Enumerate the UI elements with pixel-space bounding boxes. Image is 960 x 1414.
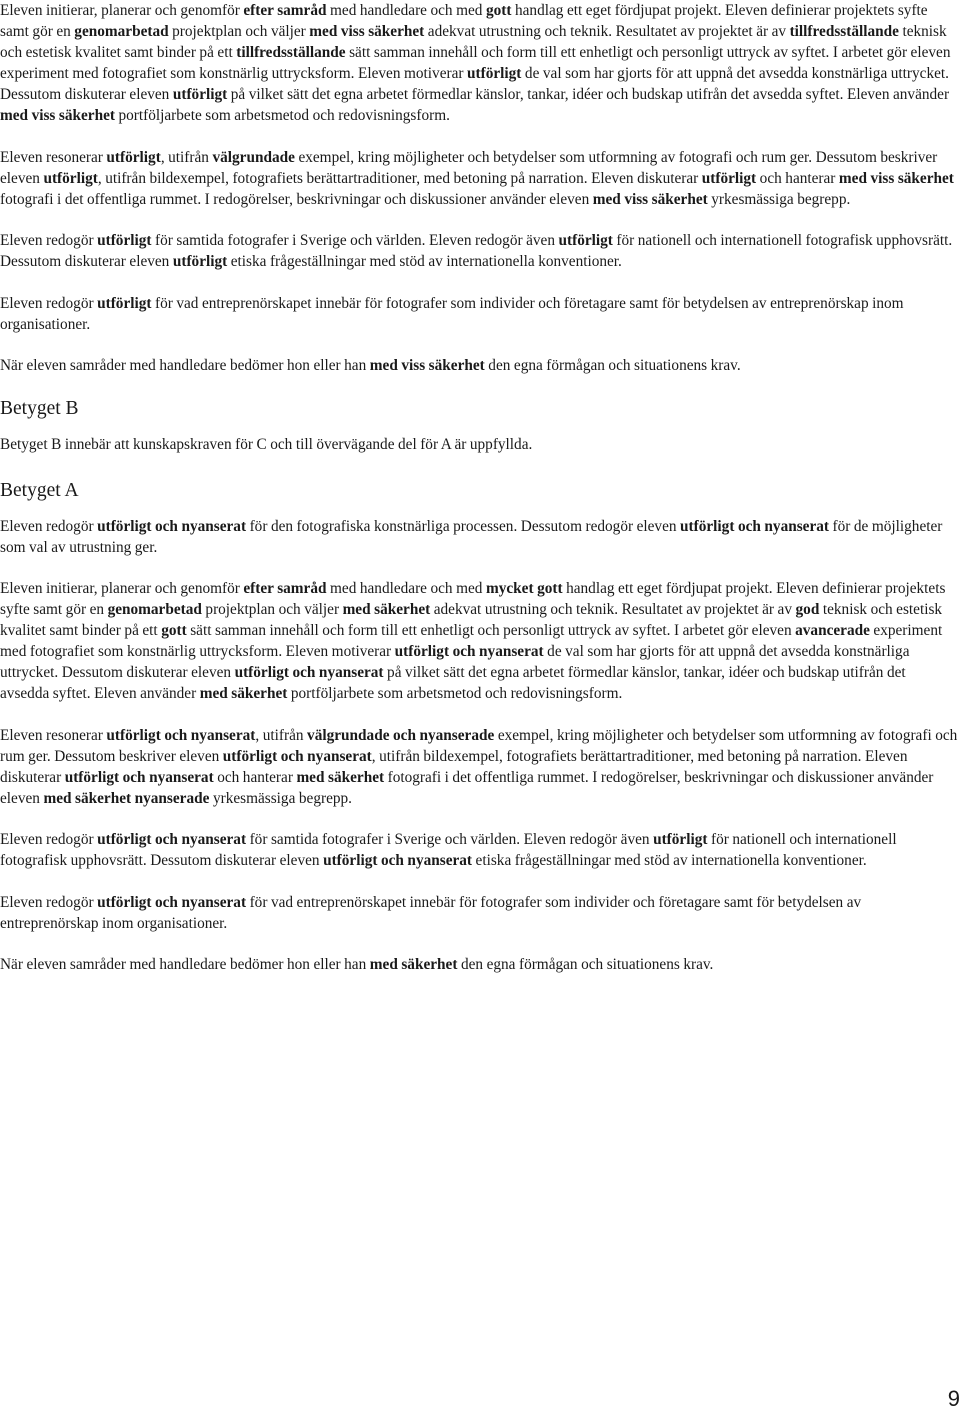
emphasis-text: med säkerhet [342,601,431,618]
paragraph [0,293,958,335]
text-run: Eleven redogör [0,517,98,535]
text-run: Eleven redogör [0,232,98,249]
paragraph [0,892,958,934]
emphasis-text: utförligt och nyanserat [323,852,473,869]
emphasis-text: tillfredsställande [789,23,899,40]
emphasis-text: avancerade [795,622,870,639]
emphasis-text: med viss säkerhet [838,169,954,187]
emphasis-text: välgrundade och nyanserade [307,726,495,744]
section-heading: Betyget B [0,397,79,419]
emphasis-text: utförligt [106,148,161,166]
text-run: sätt samman innehåll och form till ett enhetligt och personligt uttryck av syftet. I arbetet gör eleven experiment med fotografiet som konstnärlig uttrycksform. Eleven motiverar [0,44,951,82]
paragraph [0,230,958,272]
text-run: Eleven initierar, planerar och genomför [0,580,244,597]
text-run: portföljarbete som arbetsmetod och redovisningsform. [287,685,623,702]
text-run: yrkesmässiga begrepp. [707,190,851,208]
text-run: de val som har gjorts för att uppnå det avsedda konstnärliga uttrycket. Dessutom diskuterar eleven [0,65,949,103]
text-run: handlag ett eget fördjupat projekt. Eleven definierar projektets syfte samt gör en [0,580,946,618]
text-run: fotografi i det offentliga rummet. I redogörelser, beskrivningar och diskussioner använder eleven [0,768,934,807]
paragraph [0,0,958,126]
emphasis-text: med säkerhet [369,956,458,973]
emphasis-text: utförligt [97,294,152,312]
text-run: för de möjligheter som val av utrustning ger. [0,517,943,556]
emphasis-text: utförligt och nyanserat [234,664,384,681]
text-run: Eleven redogör [0,831,98,848]
text-run: etiska frågeställningar med stöd av internationella konventioner. [227,253,622,270]
text-run: de val som har gjorts för att uppnå det avsedda konstnärliga uttrycket. Dessutom diskuterar eleven [0,643,910,681]
text-run: Eleven redogör [0,294,98,312]
paragraph [0,355,958,376]
text-run: den egna förmågan och situationens krav. [457,956,714,973]
text-run: , utifrån bildexempel, fotografiets berättartraditioner, med betoning på narration. Eleven diskuterar [0,747,908,786]
emphasis-text: utförligt [97,232,152,249]
emphasis-text: utförligt och nyanserat [97,831,247,848]
text-run: för samtida fotografer i Sverige och världen. Eleven redogör även [246,831,654,848]
text-run: med handledare och med [326,2,486,19]
emphasis-text: utförligt och nyanserat [106,726,256,744]
emphasis-text: utförligt och nyanserat [97,517,247,535]
emphasis-text: med viss säkerhet [592,190,708,208]
emphasis-text: med viss säkerhet [309,23,425,40]
text-run: för nationell och internationell fotografisk upphovsrätt. Dessutom diskuterar eleven [0,831,897,869]
emphasis-text: genomarbetad [74,23,169,40]
paragraph [0,434,958,455]
emphasis-text: utförligt [701,169,757,187]
emphasis-text: med viss säkerhet [0,107,115,124]
paragraph [0,147,958,210]
emphasis-text: utförligt och nyanserat [64,768,214,786]
emphasis-text: utförligt och nyanserat [222,747,372,765]
text-run: Eleven initierar, planerar och genomför [0,2,244,19]
paragraph [0,829,958,871]
emphasis-text: utförligt [43,169,98,187]
text-run: sätt samman innehåll och form till ett enhetligt och personligt uttryck av syftet. I arbetet gör eleven [186,622,796,639]
emphasis-text: välgrundade [212,148,295,166]
text-run: , utifrån bildexempel, fotografiets berättartraditioner, med betoning på narration. Eleven diskuterar [97,169,702,187]
text-run: handlag ett eget fördjupat projekt. Eleven definierar projektets syfte samt gör en [0,2,928,40]
text-run: för samtida fotografer i Sverige och världen. Eleven redogör även [151,232,559,249]
emphasis-text: med säkerhet [296,768,385,786]
text-run: etiska frågeställningar med stöd av internationella konventioner. [472,852,867,869]
text-run: Eleven resonerar [0,148,107,166]
emphasis-text: med viss säkerhet [369,357,485,374]
emphasis-text: tillfredsställande [236,44,346,61]
emphasis-text: utförligt och nyanserat [97,893,247,911]
emphasis-text: med säkerhet nyanserade [43,789,210,807]
text-run: projektplan och väljer [168,23,310,40]
paragraph [0,954,958,975]
text-run: , utifrån [255,726,308,744]
emphasis-text: efter samråd [243,2,327,19]
text-run: adekvat utrustning och teknik. Resultatet av projektet är av [424,23,790,40]
text-run: portföljarbete som arbetsmetod och redovisningsform. [114,107,450,124]
emphasis-text: genomarbetad [107,601,202,618]
emphasis-text: god [795,601,820,618]
text-run: Eleven redogör [0,893,98,911]
emphasis-text: gott [485,2,512,19]
emphasis-text: gott [161,622,187,639]
paragraph [0,725,958,809]
emphasis-text: utförligt [172,86,228,103]
text-run: När eleven samråder med handledare bedömer hon eller han [0,357,370,374]
text-run: fotografi i det offentliga rummet. I redogörelser, beskrivningar och diskussioner använder eleven [0,190,593,208]
text-run: teknisk och estetisk kvalitet samt binder på ett [0,23,947,61]
emphasis-text: utförligt [558,232,613,249]
paragraph [0,516,958,558]
text-run: för vad entreprenörskapet innebär för fotografer som individer och företagare samt för betydelsen av entreprenörskap inom organisationer. [0,893,862,932]
text-run: adekvat utrustning och teknik. Resultatet av projektet är av [430,601,796,618]
text-run: på vilket sätt det egna arbetet förmedlar känslor, tankar, idéer och budskap utifrån det avsedda syftet. Eleven använder [227,86,950,103]
text-run: och hanterar [213,768,297,786]
text-run: Eleven resonerar [0,726,107,744]
section-heading: Betyget A [0,479,79,501]
text-run: Betyget B innebär att kunskapskraven för C och till övervägande del för A är uppfyllda. [0,435,533,453]
text-run: teknisk och estetisk kvalitet samt binder på ett [0,601,943,639]
paragraph [0,578,958,704]
emphasis-text: efter samråd [243,580,327,597]
text-run: och hanterar [756,169,839,187]
text-run: den egna förmågan och situationens krav. [484,357,741,374]
emphasis-text: med säkerhet [199,685,288,702]
text-run: , utifrån [160,148,213,166]
text-run: med handledare och med [326,580,486,597]
text-run: yrkesmässiga begrepp. [209,789,352,807]
emphasis-text: mycket gott [485,580,563,597]
emphasis-text: utförligt [653,831,708,848]
emphasis-text: utförligt [172,253,228,270]
text-run: experiment med fotografiet som konstnärlig uttrycksform. Eleven motiverar [0,622,943,660]
emphasis-text: utförligt [467,65,522,82]
emphasis-text: utförligt och nyanserat [394,643,544,660]
text-run: på vilket sätt det egna arbetet förmedlar känslor, tankar, idéer och budskap utifrån det avsedda syftet. Eleven använder [0,664,906,702]
page-number: 9 [947,1386,960,1411]
text-run: exempel, kring möjligheter och betydelser som utformning av fotografi och rum ger. Dessutom beskriver eleven [0,726,958,765]
text-run: för den fotografiska konstnärliga processen. Dessutom redogör eleven [246,517,681,535]
text-run: för vad entreprenörskapet innebär för fotografer som individer och företagare samt för betydelsen av entreprenörskap inom organisationer. [0,294,904,333]
text-run: projektplan och väljer [201,601,343,618]
text-run: exempel, kring möjligheter och betydelser som utformning av fotografi och rum ger. Dessutom beskriver eleven [0,148,938,187]
emphasis-text: utförligt och nyanserat [680,517,830,535]
text-run: för nationell och internationell fotografisk upphovsrätt. Dessutom diskuterar eleven [0,232,953,270]
text-run: När eleven samråder med handledare bedömer hon eller han [0,956,370,973]
